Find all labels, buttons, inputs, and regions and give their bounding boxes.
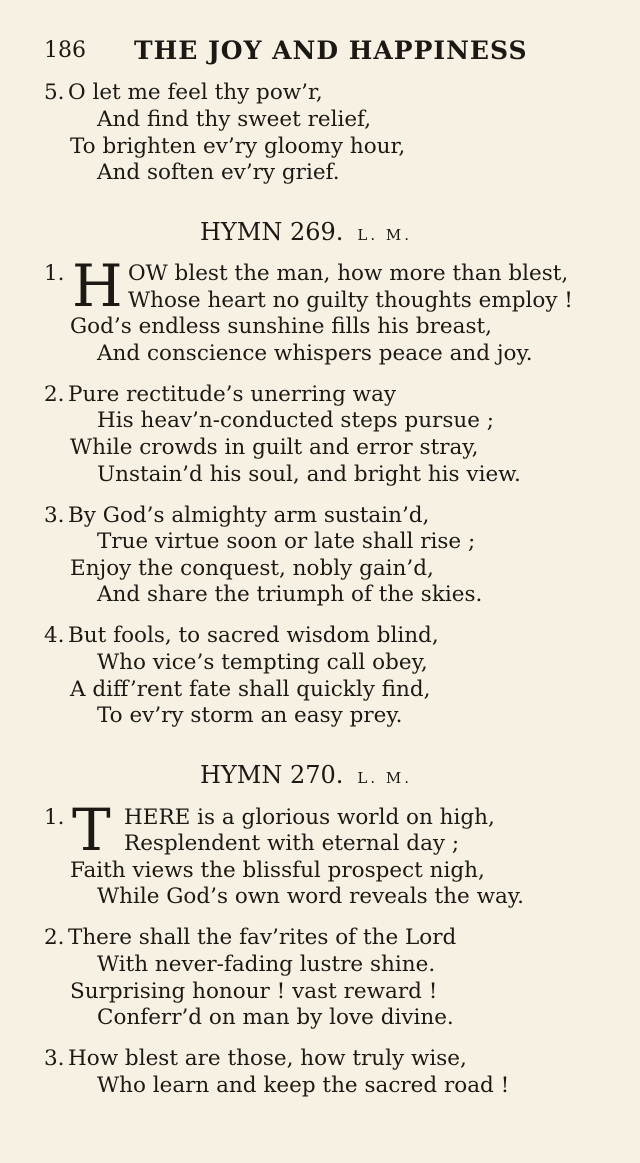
verse-line: Surprising honour ! vast reward ! [70,979,438,1004]
hymn-meter: L. M. [357,769,413,787]
verse-line: 5. O let me feel thy pow’r, [44,80,323,105]
verse-number: 3. [44,503,65,528]
verse-line: With never-fading lustre shine. [97,952,436,977]
verse-line: And find thy sweet relief, [97,107,372,132]
verse-line: His heav’n-conducted steps pursue ; [97,408,495,433]
verse-line: God’s endless sunshine fills his breast, [70,314,492,339]
verse-line: While God’s own word reveals the way. [97,884,524,909]
verse-line: A diff’rent fate shall quickly find, [70,677,431,702]
verse-line: Conferr’d on man by love divine. [97,1005,454,1030]
verse-line: 4. But fools, to sacred wisdom blind, [44,623,439,648]
verse-line: 3. How blest are those, how truly wise, [44,1046,467,1071]
verse-line: HERE is a glorious world on high, [124,805,495,830]
verse-number: 2. [44,925,65,950]
page-number: 186 [44,38,86,63]
verse-line: OW blest the man, how more than blest, [128,261,569,286]
verse-number: 3. [44,1046,65,1071]
verse-line: And share the triumph of the skies. [97,582,483,607]
verse-line: And soften ev’ry grief. [97,160,340,185]
verse-line: While crowds in guilt and error stray, [70,435,479,460]
verse-line: 3. By God’s almighty arm sustain’d, [44,503,430,528]
verse-line: And conscience whispers peace and joy. [97,341,533,366]
verse-line: True virtue soon or late shall rise ; [97,529,476,554]
hymn-meter: L. M. [357,226,413,244]
hymn-270-title: HYMN 270. L. M. [200,761,413,789]
drop-cap: T [72,796,111,864]
verse-line: Unstain’d his soul, and bright his view. [97,462,521,487]
running-head: THE JOY AND HAPPINESS [134,36,528,65]
verse-line: 2. Pure rectitude’s unerring way [44,382,397,407]
verse-line: Whose heart no guilty thoughts employ ! [128,288,573,313]
verse-line: Enjoy the conquest, nobly gain’d, [70,556,434,581]
drop-cap: H [72,252,123,320]
verse-line [44,805,68,831]
verse-line: To brighten ev’ry gloomy hour, [70,134,406,159]
page-header [44,36,624,70]
verse-number: 2. [44,382,65,407]
verse-line: Resplendent with eternal day ; [124,831,460,856]
verse-number: 1. [44,261,65,286]
verse-line: Who vice’s tempting call obey, [97,650,428,675]
verse-number: 4. [44,623,65,648]
verse-line: Faith views the blissful prospect nigh, [70,858,485,883]
verse-line: 2. There shall the fav’rites of the Lord [44,925,457,950]
verse-line: To ev’ry storm an easy prey. [97,703,403,728]
hymn-269-title: HYMN 269. L. M. [200,218,413,246]
verse-line [44,261,68,287]
verse-number: 5. [44,80,65,105]
verse-line: Who learn and keep the sacred road ! [97,1073,510,1098]
verse-number: 1. [44,805,65,830]
